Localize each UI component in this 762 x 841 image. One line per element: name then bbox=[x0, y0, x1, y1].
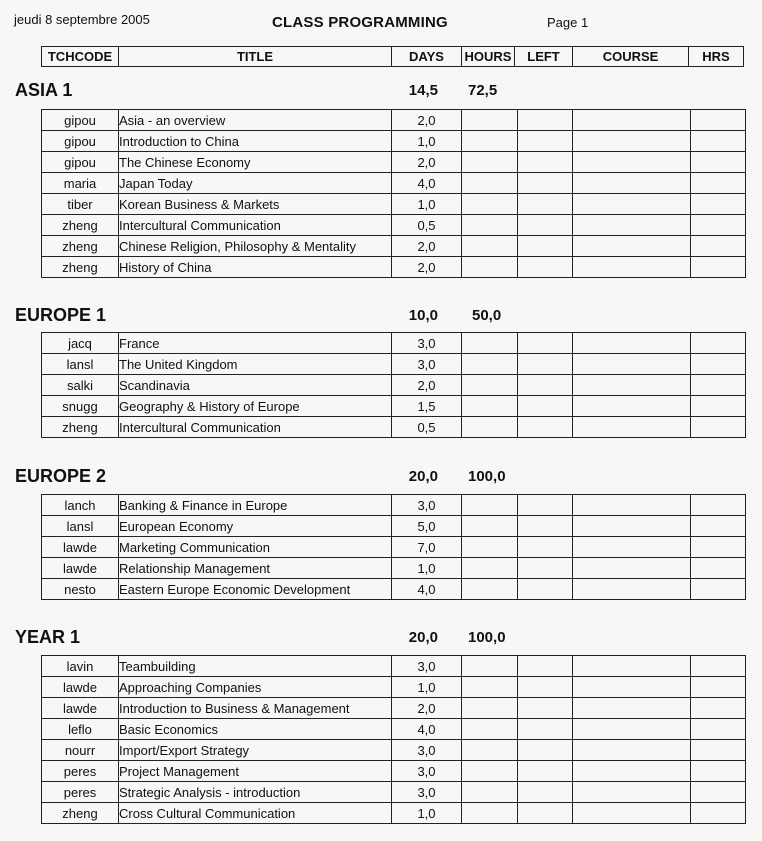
course-title-cell: Cross Cultural Communication bbox=[119, 803, 392, 824]
table-row bbox=[42, 656, 746, 677]
left-cell bbox=[518, 110, 573, 131]
course-title-cell: Scandinavia bbox=[119, 375, 392, 396]
course-cell bbox=[573, 698, 691, 719]
hours-cell bbox=[462, 257, 518, 278]
column-header-table bbox=[41, 46, 744, 67]
days-cell: 1,0 bbox=[392, 558, 462, 579]
column-header-days: DAYS bbox=[392, 47, 462, 67]
left-cell bbox=[518, 236, 573, 257]
hrs-cell bbox=[691, 677, 746, 698]
teacher-code-cell: tiber bbox=[42, 194, 119, 215]
report-title: CLASS PROGRAMMING bbox=[272, 14, 448, 31]
hours-cell bbox=[462, 495, 518, 516]
left-cell bbox=[518, 495, 573, 516]
days-cell: 3,0 bbox=[392, 354, 462, 375]
hours-cell bbox=[462, 194, 518, 215]
table-row bbox=[42, 677, 746, 698]
teacher-code-cell: lansl bbox=[42, 354, 119, 375]
table-row bbox=[42, 131, 746, 152]
hrs-cell bbox=[691, 761, 746, 782]
course-title-cell: Introduction to China bbox=[119, 131, 392, 152]
course-cell bbox=[573, 236, 691, 257]
hours-cell bbox=[462, 719, 518, 740]
section-total-hours: 50,0 bbox=[472, 307, 502, 324]
table-row bbox=[42, 110, 746, 131]
teacher-code-cell: peres bbox=[42, 761, 119, 782]
course-cell bbox=[573, 152, 691, 173]
hours-cell bbox=[462, 396, 518, 417]
hours-cell bbox=[462, 740, 518, 761]
teacher-code-cell: lawde bbox=[42, 558, 119, 579]
hrs-cell bbox=[691, 740, 746, 761]
column-header-hrs: HRS bbox=[689, 47, 744, 67]
hours-cell bbox=[462, 131, 518, 152]
course-cell bbox=[573, 131, 691, 152]
left-cell bbox=[518, 396, 573, 417]
teacher-code-cell: gipou bbox=[42, 110, 119, 131]
course-cell bbox=[573, 558, 691, 579]
days-cell: 2,0 bbox=[392, 236, 462, 257]
column-header-title: TITLE bbox=[119, 47, 392, 67]
course-cell bbox=[573, 719, 691, 740]
table-row bbox=[42, 396, 746, 417]
report-date: jeudi 8 septembre 2005 bbox=[14, 12, 150, 27]
section-name: EUROPE 1 bbox=[15, 305, 107, 325]
days-cell: 1,0 bbox=[392, 131, 462, 152]
hrs-cell bbox=[691, 417, 746, 438]
table-row bbox=[42, 236, 746, 257]
course-cell bbox=[573, 333, 691, 354]
table-row bbox=[42, 558, 746, 579]
course-cell bbox=[573, 417, 691, 438]
hours-cell bbox=[462, 152, 518, 173]
hrs-cell bbox=[691, 579, 746, 600]
left-cell bbox=[518, 333, 573, 354]
left-cell bbox=[518, 354, 573, 375]
left-cell bbox=[518, 173, 573, 194]
hrs-cell bbox=[691, 375, 746, 396]
days-cell: 4,0 bbox=[392, 173, 462, 194]
course-title-cell: Introduction to Business & Management bbox=[119, 698, 392, 719]
teacher-code-cell: zheng bbox=[42, 803, 119, 824]
teacher-code-cell: lansl bbox=[42, 516, 119, 537]
course-title-cell: Teambuilding bbox=[119, 656, 392, 677]
hours-cell bbox=[462, 173, 518, 194]
teacher-code-cell: lanch bbox=[42, 495, 119, 516]
left-cell bbox=[518, 761, 573, 782]
section-table bbox=[41, 655, 746, 824]
left-cell bbox=[518, 194, 573, 215]
days-cell: 3,0 bbox=[392, 782, 462, 803]
course-cell bbox=[573, 579, 691, 600]
days-cell: 7,0 bbox=[392, 537, 462, 558]
hrs-cell bbox=[691, 698, 746, 719]
hours-cell bbox=[462, 761, 518, 782]
left-cell bbox=[518, 152, 573, 173]
table-row bbox=[42, 257, 746, 278]
days-cell: 1,0 bbox=[392, 803, 462, 824]
table-row bbox=[42, 803, 746, 824]
column-header-hours: HOURS bbox=[462, 47, 515, 67]
section-total-hours: 100,0 bbox=[468, 468, 506, 485]
teacher-code-cell: nesto bbox=[42, 579, 119, 600]
days-cell: 3,0 bbox=[392, 495, 462, 516]
course-title-cell: Geography & History of Europe bbox=[119, 396, 392, 417]
column-header-row bbox=[42, 47, 744, 67]
hours-cell bbox=[462, 579, 518, 600]
table-row bbox=[42, 194, 746, 215]
days-cell: 3,0 bbox=[392, 740, 462, 761]
left-cell bbox=[518, 375, 573, 396]
course-title-cell: Banking & Finance in Europe bbox=[119, 495, 392, 516]
course-title-cell: Chinese Religion, Philosophy & Mentality bbox=[119, 236, 392, 257]
column-header-left: LEFT bbox=[515, 47, 573, 67]
hours-cell bbox=[462, 215, 518, 236]
hours-cell bbox=[462, 782, 518, 803]
table-row bbox=[42, 698, 746, 719]
hours-cell bbox=[462, 677, 518, 698]
left-cell bbox=[518, 131, 573, 152]
days-cell: 4,0 bbox=[392, 579, 462, 600]
teacher-code-cell: snugg bbox=[42, 396, 119, 417]
teacher-code-cell: zheng bbox=[42, 215, 119, 236]
section-table bbox=[41, 494, 746, 600]
course-cell bbox=[573, 257, 691, 278]
hrs-cell bbox=[691, 803, 746, 824]
table-row bbox=[42, 537, 746, 558]
table-row bbox=[42, 173, 746, 194]
hrs-cell bbox=[691, 495, 746, 516]
left-cell bbox=[518, 782, 573, 803]
course-cell bbox=[573, 194, 691, 215]
course-title-cell: Asia - an overview bbox=[119, 110, 392, 131]
left-cell bbox=[518, 740, 573, 761]
hrs-cell bbox=[691, 333, 746, 354]
days-cell: 0,5 bbox=[392, 417, 462, 438]
course-title-cell: Approaching Companies bbox=[119, 677, 392, 698]
teacher-code-cell: nourr bbox=[42, 740, 119, 761]
course-cell bbox=[573, 782, 691, 803]
left-cell bbox=[518, 417, 573, 438]
teacher-code-cell: lawde bbox=[42, 677, 119, 698]
days-cell: 1,0 bbox=[392, 677, 462, 698]
table-row bbox=[42, 516, 746, 537]
course-title-cell: Korean Business & Markets bbox=[119, 194, 392, 215]
column-header-tchcode: TCHCODE bbox=[42, 47, 119, 67]
column-header-course: COURSE bbox=[573, 47, 689, 67]
section-name: EUROPE 2 bbox=[15, 466, 107, 486]
days-cell: 3,0 bbox=[392, 761, 462, 782]
teacher-code-cell: zheng bbox=[42, 257, 119, 278]
course-title-cell: Import/Export Strategy bbox=[119, 740, 392, 761]
hrs-cell bbox=[691, 215, 746, 236]
days-cell: 2,0 bbox=[392, 110, 462, 131]
course-cell bbox=[573, 396, 691, 417]
course-title-cell: Intercultural Communication bbox=[119, 215, 392, 236]
teacher-code-cell: lawde bbox=[42, 537, 119, 558]
course-cell bbox=[573, 761, 691, 782]
hrs-cell bbox=[691, 131, 746, 152]
table-row bbox=[42, 761, 746, 782]
teacher-code-cell: jacq bbox=[42, 333, 119, 354]
section-total-days: 20,0 bbox=[408, 629, 438, 646]
days-cell: 2,0 bbox=[392, 375, 462, 396]
table-row bbox=[42, 782, 746, 803]
hours-cell bbox=[462, 803, 518, 824]
hours-cell bbox=[462, 656, 518, 677]
course-title-cell: Relationship Management bbox=[119, 558, 392, 579]
days-cell: 4,0 bbox=[392, 719, 462, 740]
left-cell bbox=[518, 537, 573, 558]
hrs-cell bbox=[691, 782, 746, 803]
days-cell: 5,0 bbox=[392, 516, 462, 537]
left-cell bbox=[518, 516, 573, 537]
course-title-cell: European Economy bbox=[119, 516, 392, 537]
hours-cell bbox=[462, 537, 518, 558]
section-total-hours: 100,0 bbox=[468, 629, 506, 646]
left-cell bbox=[518, 803, 573, 824]
table-row bbox=[42, 417, 746, 438]
hrs-cell bbox=[691, 516, 746, 537]
hours-cell bbox=[462, 516, 518, 537]
course-cell bbox=[573, 516, 691, 537]
table-row bbox=[42, 375, 746, 396]
hrs-cell bbox=[691, 110, 746, 131]
teacher-code-cell: maria bbox=[42, 173, 119, 194]
days-cell: 1,5 bbox=[392, 396, 462, 417]
course-title-cell: Japan Today bbox=[119, 173, 392, 194]
teacher-code-cell: lawde bbox=[42, 698, 119, 719]
course-cell bbox=[573, 656, 691, 677]
days-cell: 3,0 bbox=[392, 333, 462, 354]
teacher-code-cell: gipou bbox=[42, 152, 119, 173]
section-table bbox=[41, 332, 746, 438]
section-name: ASIA 1 bbox=[15, 80, 73, 100]
course-cell bbox=[573, 803, 691, 824]
teacher-code-cell: salki bbox=[42, 375, 119, 396]
section-name: YEAR 1 bbox=[15, 627, 81, 647]
table-row bbox=[42, 215, 746, 236]
left-cell bbox=[518, 656, 573, 677]
teacher-code-cell: zheng bbox=[42, 417, 119, 438]
hours-cell bbox=[462, 698, 518, 719]
table-row bbox=[42, 495, 746, 516]
hrs-cell bbox=[691, 173, 746, 194]
days-cell: 0,5 bbox=[392, 215, 462, 236]
left-cell bbox=[518, 719, 573, 740]
hrs-cell bbox=[691, 537, 746, 558]
course-cell bbox=[573, 215, 691, 236]
course-cell bbox=[573, 110, 691, 131]
left-cell bbox=[518, 677, 573, 698]
hrs-cell bbox=[691, 152, 746, 173]
table-row bbox=[42, 719, 746, 740]
left-cell bbox=[518, 215, 573, 236]
teacher-code-cell: leflo bbox=[42, 719, 119, 740]
days-cell: 2,0 bbox=[392, 152, 462, 173]
hrs-cell bbox=[691, 236, 746, 257]
section-total-days: 20,0 bbox=[408, 468, 438, 485]
days-cell: 1,0 bbox=[392, 194, 462, 215]
section-total-days: 10,0 bbox=[408, 307, 438, 324]
left-cell bbox=[518, 257, 573, 278]
hours-cell bbox=[462, 110, 518, 131]
hrs-cell bbox=[691, 719, 746, 740]
page-number: Page 1 bbox=[547, 15, 589, 30]
course-cell bbox=[573, 537, 691, 558]
course-cell bbox=[573, 375, 691, 396]
left-cell bbox=[518, 698, 573, 719]
section-table bbox=[41, 109, 746, 278]
hrs-cell bbox=[691, 257, 746, 278]
table-row bbox=[42, 579, 746, 600]
hours-cell bbox=[462, 333, 518, 354]
course-title-cell: Intercultural Communication bbox=[119, 417, 392, 438]
hrs-cell bbox=[691, 558, 746, 579]
course-cell bbox=[573, 495, 691, 516]
course-title-cell: Eastern Europe Economic Development bbox=[119, 579, 392, 600]
teacher-code-cell: zheng bbox=[42, 236, 119, 257]
course-title-cell: Strategic Analysis - introduction bbox=[119, 782, 392, 803]
hrs-cell bbox=[691, 194, 746, 215]
hours-cell bbox=[462, 375, 518, 396]
course-title-cell: Marketing Communication bbox=[119, 537, 392, 558]
days-cell: 2,0 bbox=[392, 698, 462, 719]
hours-cell bbox=[462, 558, 518, 579]
course-title-cell: History of China bbox=[119, 257, 392, 278]
course-title-cell: France bbox=[119, 333, 392, 354]
table-row bbox=[42, 152, 746, 173]
hrs-cell bbox=[691, 354, 746, 375]
hours-cell bbox=[462, 417, 518, 438]
left-cell bbox=[518, 579, 573, 600]
section-total-days: 14,5 bbox=[408, 82, 438, 99]
hrs-cell bbox=[691, 396, 746, 417]
table-row bbox=[42, 333, 746, 354]
course-cell bbox=[573, 740, 691, 761]
teacher-code-cell: lavin bbox=[42, 656, 119, 677]
course-title-cell: Project Management bbox=[119, 761, 392, 782]
teacher-code-cell: gipou bbox=[42, 131, 119, 152]
hours-cell bbox=[462, 236, 518, 257]
days-cell: 3,0 bbox=[392, 656, 462, 677]
course-cell bbox=[573, 677, 691, 698]
teacher-code-cell: peres bbox=[42, 782, 119, 803]
course-title-cell: The Chinese Economy bbox=[119, 152, 392, 173]
course-cell bbox=[573, 173, 691, 194]
days-cell: 2,0 bbox=[392, 257, 462, 278]
course-cell bbox=[573, 354, 691, 375]
hours-cell bbox=[462, 354, 518, 375]
left-cell bbox=[518, 558, 573, 579]
table-row bbox=[42, 740, 746, 761]
course-title-cell: The United Kingdom bbox=[119, 354, 392, 375]
course-title-cell: Basic Economics bbox=[119, 719, 392, 740]
hrs-cell bbox=[691, 656, 746, 677]
table-row bbox=[42, 354, 746, 375]
section-total-hours: 72,5 bbox=[468, 82, 498, 99]
